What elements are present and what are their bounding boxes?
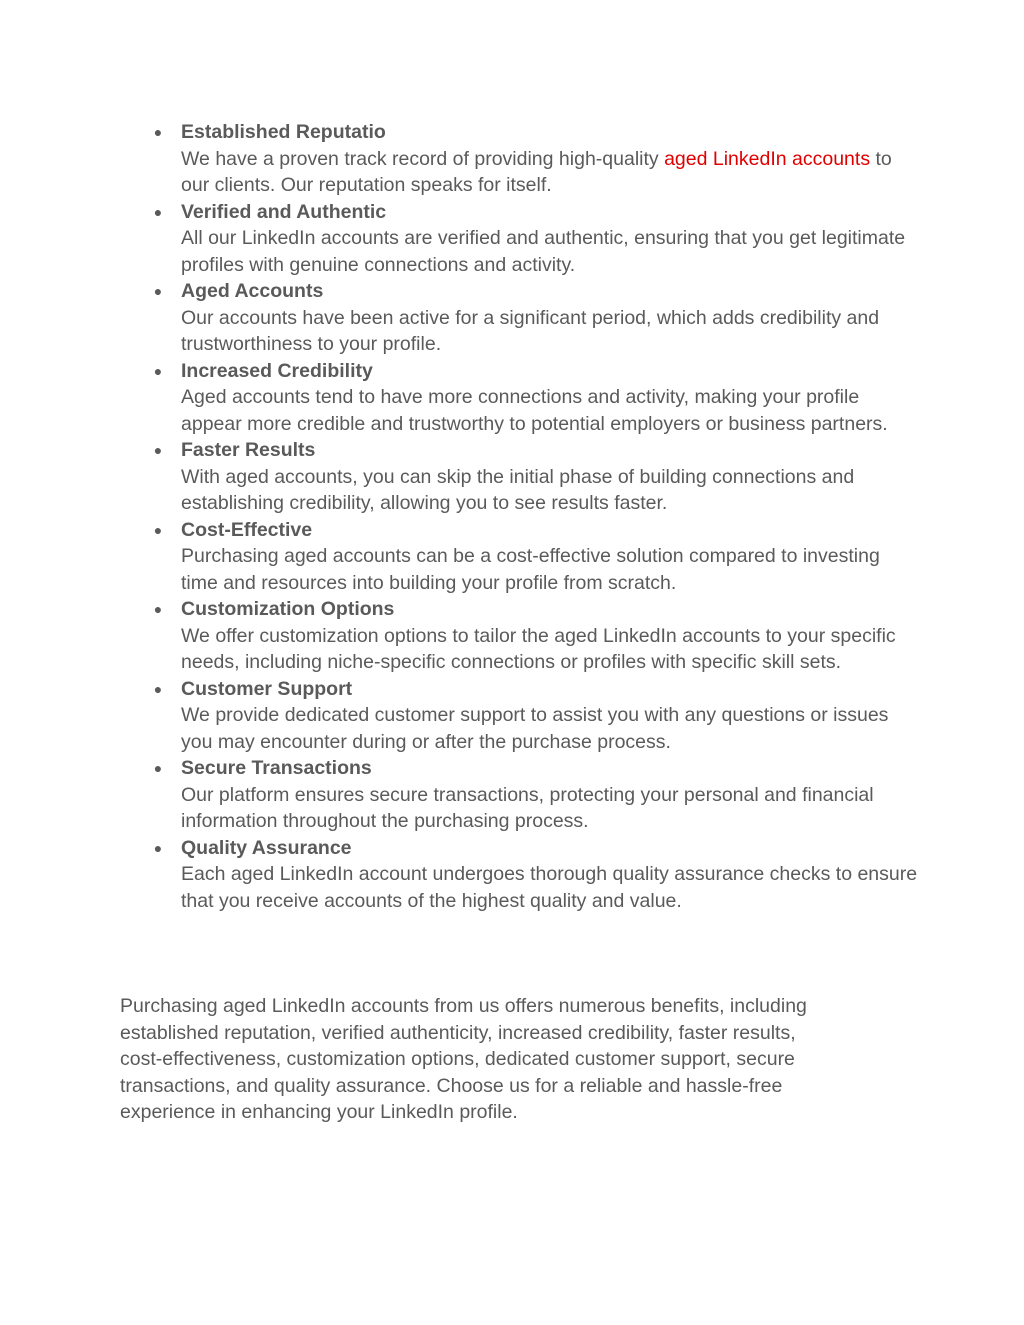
- item-title: Aged Accounts: [181, 280, 324, 302]
- bullet-icon: ●: [153, 601, 163, 617]
- item-description: Each aged LinkedIn account undergoes thorough quality assurance checks to ensure that you receive accounts of the highest quality and value.: [181, 863, 918, 912]
- item-description: All our LinkedIn accounts are verified and authentic, ensuring that you get legitimate profiles with genuine connections and activity.: [181, 227, 906, 276]
- bullet-icon: ●: [153, 521, 163, 538]
- bullet-icon: ●: [153, 839, 163, 856]
- bullet-icon: ●: [153, 362, 163, 379]
- item-title: Increased Credibility: [181, 359, 373, 382]
- list-item-secure-transactions: [120, 755, 920, 835]
- item-title: Customization Options: [181, 598, 395, 620]
- list-item-customization-options: [120, 596, 920, 676]
- item-title: Customer Support: [181, 677, 353, 700]
- list-item-faster-results: [120, 437, 920, 517]
- item-description: We offer customization options to tailor the aged LinkedIn accounts to your specific needs, including niche-specific connections or profiles with specific skill sets.: [181, 624, 896, 673]
- item-title: Established Reputatio: [181, 121, 386, 143]
- list-item-aged-accounts: [120, 278, 920, 358]
- item-description: Aged accounts tend to have more connections and activity, making your profile appear more credible and trustworthy to potential employers or business partners.: [181, 386, 888, 435]
- list-item-established-reputation: [120, 119, 920, 199]
- description-text: We have a proven track record of providing high-quality: [181, 147, 665, 170]
- item-description: Our accounts have been active for a significant period, which adds credibility and trustworthiness to your profile.: [181, 306, 880, 355]
- benefits-list: [120, 119, 920, 914]
- item-description: We provide dedicated customer support to assist you with any questions or issues you may encounter during or after the purchase process.: [181, 704, 889, 753]
- item-description: With aged accounts, you can skip the initial phase of building connections and establishing credibility, allowing you to see results faster.: [181, 465, 855, 514]
- description-text: to our clients. Our reputation speaks for itself.: [181, 147, 892, 196]
- list-item-verified-authentic: [120, 199, 920, 279]
- bullet-icon: ●: [153, 680, 163, 697]
- aged-linkedin-accounts-link[interactable]: aged LinkedIn accounts: [664, 147, 871, 170]
- list-item-customer-support: [120, 676, 920, 756]
- list-item-increased-credibility: [120, 358, 920, 438]
- item-description: [181, 146, 920, 199]
- item-description: Purchasing aged accounts can be a cost-effective solution compared to investing time and resources into building your profile from scratch.: [181, 545, 880, 594]
- bullet-icon: ●: [153, 442, 163, 458]
- bullet-icon: ●: [153, 124, 163, 140]
- bullet-icon: ●: [153, 760, 163, 776]
- summary-paragraph: Purchasing aged LinkedIn accounts from us offers numerous benefits, including established reputation, verified authenticity, increased credibility, faster results, cost-effectiveness, customization options, dedicated customer support, secure transactions, and quality assurance. Choose us for a reliable and hassle-free experience in enhancing your LinkedIn profile.: [120, 995, 807, 1123]
- list-item-quality-assurance: [120, 835, 920, 915]
- bullet-icon: ●: [153, 283, 163, 299]
- item-title: Cost-Effective: [181, 518, 313, 541]
- list-item-cost-effective: [120, 517, 920, 597]
- bullet-icon: ●: [153, 203, 163, 220]
- item-title: Secure Transactions: [181, 757, 372, 779]
- item-title: Faster Results: [181, 439, 316, 461]
- item-description: Our platform ensures secure transactions, protecting your personal and financial information throughout the purchasing process.: [181, 783, 874, 832]
- item-title: Quality Assurance: [181, 836, 352, 859]
- item-title: Verified and Authentic: [181, 200, 387, 223]
